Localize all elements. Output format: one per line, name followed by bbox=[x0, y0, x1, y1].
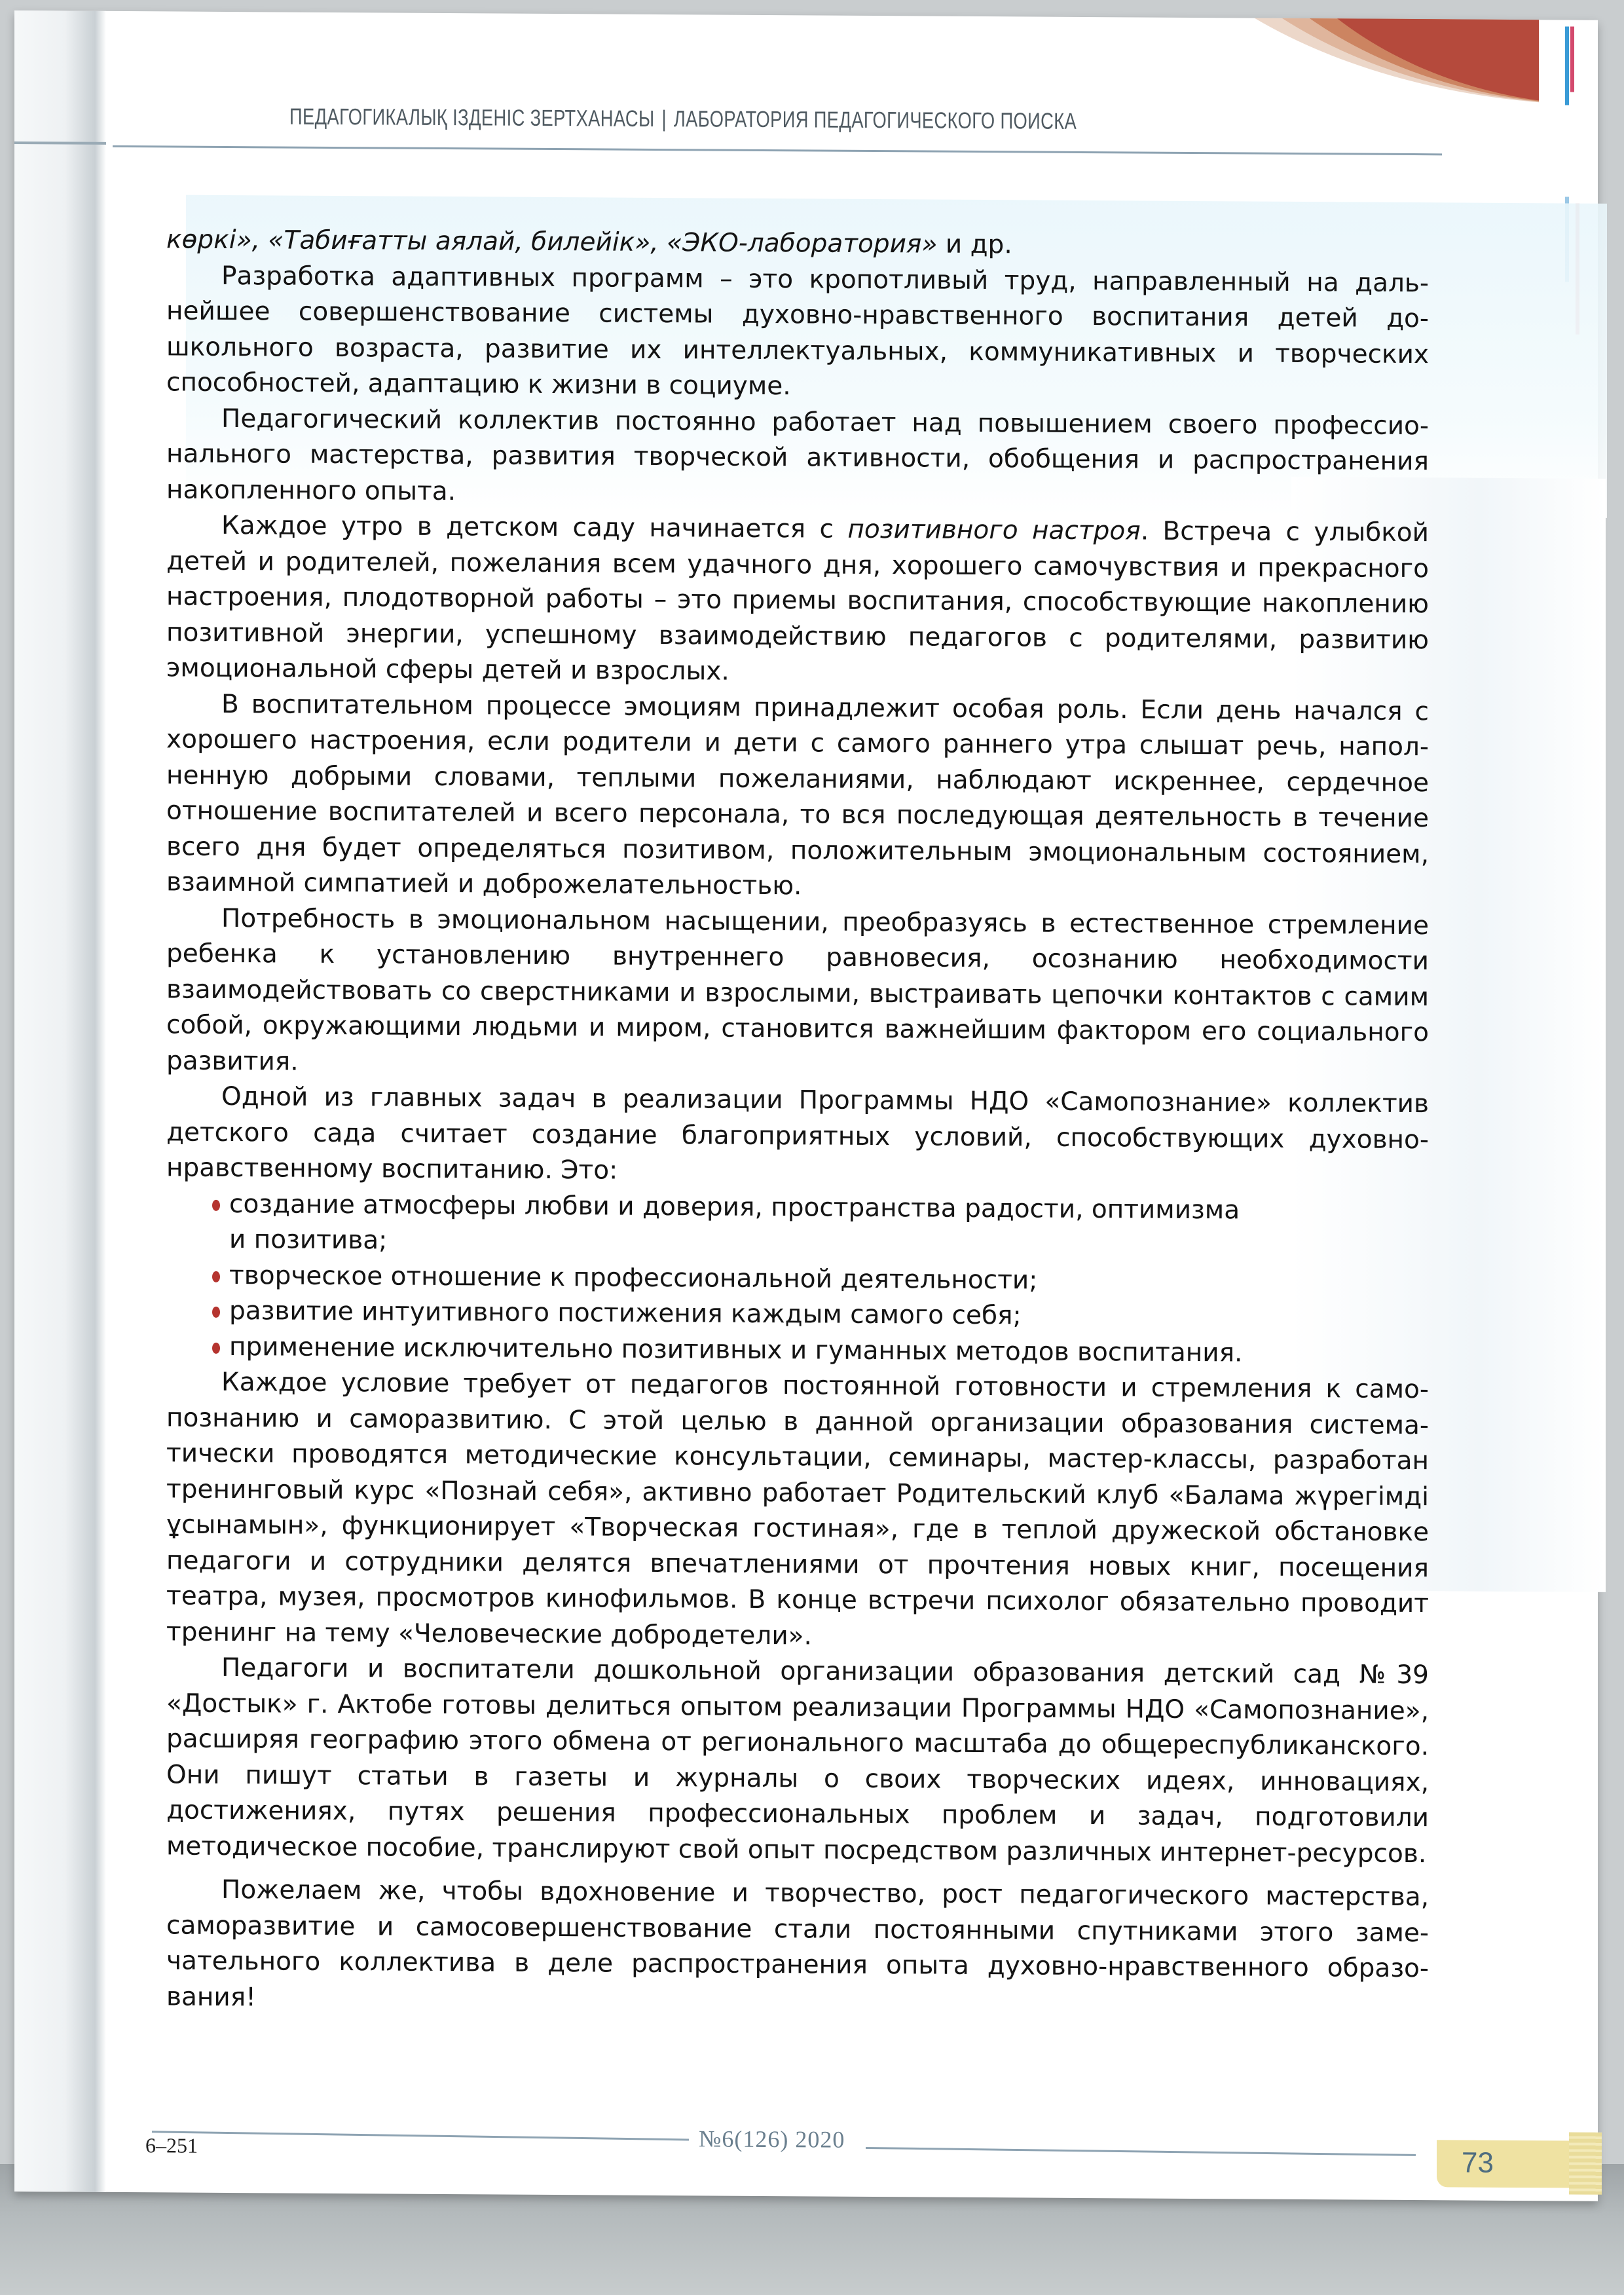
running-header bbox=[289, 104, 1077, 135]
emphasis-text: позитивного настроя bbox=[847, 514, 1141, 546]
paragraph: Каждое условие требует от педагогов постоянной готовности и стремления к самопознанию и саморазвитию. С этой целью в данной организации образования систематически проводятся методические консультации, семинары, мастер-классы, разработан тренинговый курс «Познай себя», активно работает Родительский клуб «Балама жүрегімді ұсынамын», функционирует «Творческая гостиная», где в теплой дружеской обстановке педагоги и сотрудники делятся впечатлениями от прочтения новых книг, посещения театра, музея, просмотров кинофильмов. В конце встречи психолог обязательно проводит тренинг на тему «Человеческие добродетели». bbox=[166, 1367, 1429, 1651]
header-separator: | bbox=[661, 106, 667, 132]
list-item-text: применение исключительно позитивных и гуманных методов воспитания. bbox=[229, 1332, 1243, 1368]
footer-rule bbox=[152, 2131, 689, 2140]
list-item bbox=[212, 1329, 1429, 1372]
print-code: 6–251 bbox=[145, 2133, 198, 2157]
page-number-tab bbox=[1437, 2140, 1574, 2188]
paragraph: Педагогический коллектив постоянно работает над повышением своего профессионального мастерства, развития творческой активности, обобщения и распространения накопленного опыта. bbox=[166, 403, 1429, 506]
list-item-text: создание атмосферы любви и доверия, пространства радости, оптимизма bbox=[229, 1189, 1240, 1225]
article-body bbox=[166, 222, 1429, 2023]
paragraph: Педагоги и воспитатели дошкольной организации образования детский сад №39 «Достык» г. Актобе готовы делиться опытом реализации Программы НДО «Самопознание», расширяя географию этого обмена от регионального масштаба до общереспубликанского. Они пишут статьи в газеты и журналы о своих творческих идеях, инновациях, достижениях, путях решения профессиональных проблем и задач, подготовили методическое пособие, транслируют свой опыт посредством различных интернет-ресурсов. bbox=[166, 1652, 1429, 1869]
footer-rule bbox=[866, 2147, 1416, 2156]
list-item bbox=[212, 1186, 1429, 1265]
list-item-text: творческое отношение к профессиональной деятельности; bbox=[229, 1260, 1038, 1296]
paragraph-morning bbox=[166, 508, 1429, 694]
paragraph: Одной из главных задач в реализации Программы НДО «Самопознание» коллектив детского сада считает создание благоприятных условий, способствующих духовно-нравственному воспитанию. Это: bbox=[166, 1081, 1429, 1185]
paragraph: Разработка адаптивных программ – это кропотливый труд, направленный на дальнейшее совершенствование системы духовно-нравственного воспитания детей дошкольного возраста, развитие их интеллектуальных, коммуникативных и творческих способностей, адаптацию к жизни в социуме. bbox=[166, 261, 1429, 401]
list-item-text: развитие интуитивного постижения каждым самого себя; bbox=[229, 1296, 1022, 1331]
edge-tab bbox=[1565, 26, 1569, 105]
paragraph: Потребность в эмоциональном насыщении, преобразуясь в естественное стремление ребенка к установлению внутреннего равновесия, осознанию необходимости взаимодействовать со сверстниками и взрослыми, выстраивать цепочки контактов с самим собой, окружающими людьми и миром, становится важнейшим фактором его социального развития. bbox=[166, 903, 1429, 1077]
text-run: Каждое утро в детском саду начинается с bbox=[221, 510, 848, 544]
header-rule bbox=[113, 145, 1442, 155]
issue-number: №6(126) 2020 bbox=[699, 2125, 845, 2153]
intro-tail: и др. bbox=[937, 229, 1012, 260]
page-number: 73 bbox=[1462, 2146, 1494, 2179]
conditions-list bbox=[166, 1186, 1429, 1372]
paragraph: В воспитательном процессе эмоциям принадлежит особая роль. Если день начался с хорошего настроения, если родители и дети с самого раннего утра слышат речь, наполненную добрыми словами, теплыми пожеланиями, наблюдают искреннее, сердечное отношение воспитателей и всего персонала, то вся последующая деятельность в течение всего дня будет определяться позитивом, положительным эмоциональным состоянием, взаимной симпатией и доброжелательностью. bbox=[166, 689, 1429, 901]
spine-rule bbox=[14, 141, 106, 145]
page-tab-edge bbox=[1569, 2133, 1602, 2195]
list-item-text-continued: и позитива; bbox=[229, 1225, 388, 1256]
header-russian-title: ЛАБОРАТОРИЯ ПЕДАГОГИЧЕСКОГО ПОИСКА bbox=[673, 106, 1077, 134]
header-decoration bbox=[1107, 17, 1539, 105]
edge-tab bbox=[1570, 27, 1574, 92]
page-spine-shadow bbox=[14, 10, 106, 2192]
magazine-page bbox=[14, 10, 1598, 2201]
intro-italic-titles: көркі», «Табиғатты аялай, билейік», «ЭКО-лаборатория» bbox=[166, 225, 938, 259]
closing-paragraph: Пожелаем же, чтобы вдохновение и творчество, рост педагогического мастерства, саморазвитие и самосовершенствование стали постоянными спутниками этого замечательного коллектива в деле распространения опыта духовно-нравственного образования! bbox=[166, 1875, 1429, 2012]
header-kazakh-title: ПЕДАГОГИКАЛЫҚ ІЗДЕНІС ЗЕРТХАНАСЫ bbox=[289, 103, 655, 132]
text-run: . Встреча с улыбкой детей и родителей, пожелания всем удачного дня, хорошего самочувствия и прекрасного настроения, плодотворной работы – это приемы воспитания, способствующие накоплению позитивной энергии, успешному взаимодействию педагогов с родителями, развитию эмоциональной сферы детей и взрослых. bbox=[166, 516, 1429, 686]
